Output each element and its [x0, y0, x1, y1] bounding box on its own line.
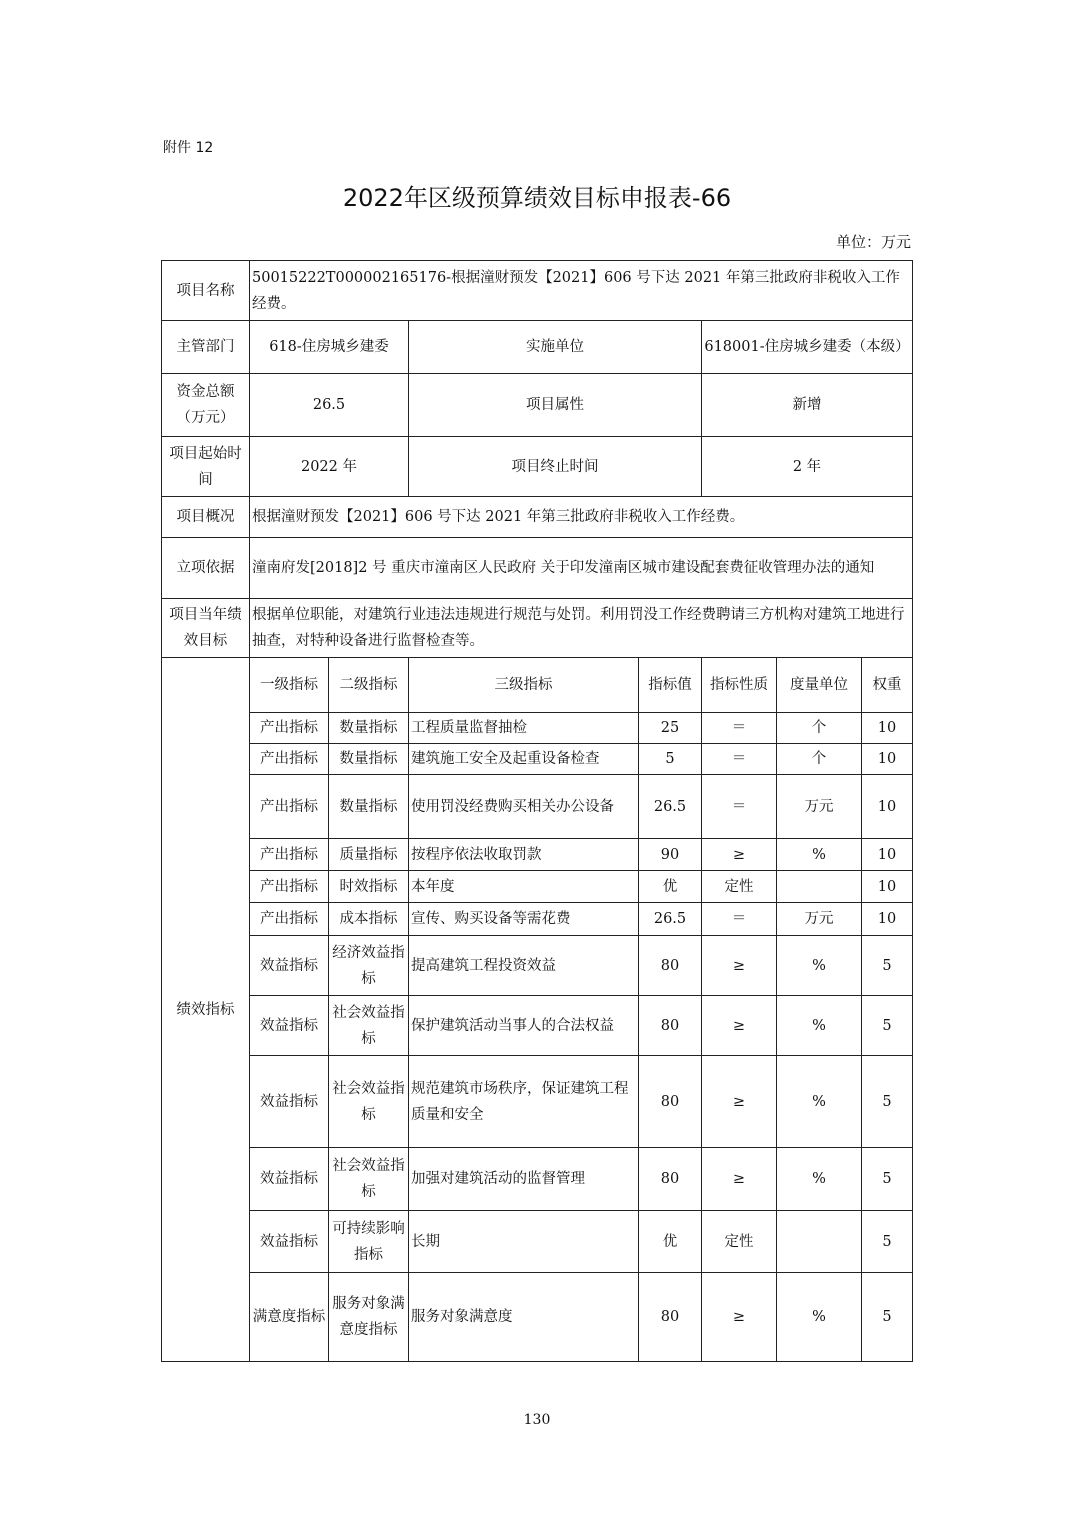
table-cell: ≥ — [702, 1148, 777, 1211]
table-cell: 时效指标 — [329, 871, 409, 903]
table-cell: 90 — [639, 839, 702, 871]
label: 项目概况 — [162, 497, 250, 538]
table-cell: 26.5 — [639, 775, 702, 839]
table-row — [162, 1148, 913, 1211]
table-cell: 10 — [862, 713, 913, 744]
page-number: 130 — [523, 1412, 551, 1428]
table-cell: ≥ — [702, 996, 777, 1056]
label: 实施单位 — [409, 321, 702, 374]
table-cell: 万元 — [777, 903, 862, 936]
table-cell: 按程序依法收取罚款 — [409, 839, 639, 871]
table-row — [162, 261, 913, 321]
end: 2 年 — [702, 437, 913, 497]
project-name: 50015222T000002165176-根据潼财预发【2021】606 号下达 2021 年第三批政府非税收入工作经费。 — [250, 261, 913, 321]
table-row — [162, 538, 913, 599]
table-row — [162, 871, 913, 903]
overview: 根据潼财预发【2021】606 号下达 2021 年第三批政府非税收入工作经费。 — [250, 497, 913, 538]
table-cell — [777, 871, 862, 903]
table-cell: 产出指标 — [250, 871, 329, 903]
table-cell: 80 — [639, 1148, 702, 1211]
table-cell: 社会效益指标 — [329, 996, 409, 1056]
table-cell: 社会效益指标 — [329, 1056, 409, 1148]
unit-label: 单位：万元 — [835, 233, 911, 251]
label: 主管部门 — [162, 321, 250, 374]
table-cell: 成本指标 — [329, 903, 409, 936]
table-row — [162, 321, 913, 374]
label: 项目终止时间 — [409, 437, 702, 497]
table-cell: 效益指标 — [250, 936, 329, 996]
goal: 根据单位职能，对建筑行业违法违规进行规范与处罚。利用罚没工作经费聘请三方机构对建筑工地进行抽查，对特种设备进行监督检查等。 — [250, 599, 913, 658]
table-cell: 5 — [862, 996, 913, 1056]
table-cell: 26.5 — [639, 903, 702, 936]
table-cell: 提高建筑工程投资效益 — [409, 936, 639, 996]
table-cell: 5 — [862, 1148, 913, 1211]
table-row — [162, 1056, 913, 1148]
label: 项目属性 — [409, 374, 702, 437]
attr: 新增 — [702, 374, 913, 437]
table-cell: 工程质量监督抽检 — [409, 713, 639, 744]
table-cell: ＝ — [702, 775, 777, 839]
table-cell: 5 — [862, 1056, 913, 1148]
label: 项目名称 — [162, 261, 250, 321]
table-cell: ≥ — [702, 936, 777, 996]
label: 项目起始时间 — [162, 437, 250, 497]
table-row — [162, 775, 913, 839]
fund: 26.5 — [250, 374, 409, 437]
attachment-label: 附件 12 — [163, 140, 214, 156]
table-cell: 加强对建筑活动的监督管理 — [409, 1148, 639, 1211]
table-cell: 10 — [862, 903, 913, 936]
column-header: 三级指标 — [409, 658, 639, 713]
table-row — [162, 1273, 913, 1362]
impl-unit: 618001-住房城乡建委（本级） — [702, 321, 913, 374]
table-row — [162, 374, 913, 437]
table-cell: 5 — [862, 1273, 913, 1362]
label: 立项依据 — [162, 538, 250, 599]
table-cell: 效益指标 — [250, 1056, 329, 1148]
table-cell: ＝ — [702, 744, 777, 775]
table-cell: 质量指标 — [329, 839, 409, 871]
table-cell: 80 — [639, 1056, 702, 1148]
table-cell: 社会效益指标 — [329, 1148, 409, 1211]
table-cell: ≥ — [702, 1273, 777, 1362]
table-cell: 效益指标 — [250, 1148, 329, 1211]
table-cell: % — [777, 1056, 862, 1148]
table-cell: 定性 — [702, 871, 777, 903]
table-cell: % — [777, 839, 862, 871]
budget-table — [161, 260, 913, 1362]
table-cell: 效益指标 — [250, 1211, 329, 1273]
table-cell: 规范建筑市场秩序，保证建筑工程质量和安全 — [409, 1056, 639, 1148]
table-cell: 服务对象满意度指标 — [329, 1273, 409, 1362]
table-cell: 定性 — [702, 1211, 777, 1273]
table-cell: ≥ — [702, 1056, 777, 1148]
table-cell: 个 — [777, 744, 862, 775]
table-row — [162, 713, 913, 744]
table-cell: 经济效益指标 — [329, 936, 409, 996]
table-cell: 10 — [862, 839, 913, 871]
table-cell: 80 — [639, 996, 702, 1056]
table-row — [162, 744, 913, 775]
table-cell: 使用罚没经费购买相关办公设备 — [409, 775, 639, 839]
table-cell: 万元 — [777, 775, 862, 839]
column-header: 指标性质 — [702, 658, 777, 713]
column-header: 指标值 — [639, 658, 702, 713]
table-cell: ≥ — [702, 839, 777, 871]
table-cell: 效益指标 — [250, 996, 329, 1056]
table-row — [162, 839, 913, 871]
table-cell: 80 — [639, 1273, 702, 1362]
table-row — [162, 903, 913, 936]
table-cell: ＝ — [702, 713, 777, 744]
table-cell — [777, 1211, 862, 1273]
perf-label: 绩效指标 — [162, 658, 250, 1362]
table-row — [162, 1211, 913, 1273]
start: 2022 年 — [250, 437, 409, 497]
table-cell: 长期 — [409, 1211, 639, 1273]
table-row — [162, 996, 913, 1056]
table-row — [162, 936, 913, 996]
table-cell: 10 — [862, 871, 913, 903]
table-cell: 10 — [862, 775, 913, 839]
table-cell: 5 — [862, 1211, 913, 1273]
table-cell: % — [777, 936, 862, 996]
table-cell: 5 — [639, 744, 702, 775]
page-title: 2022年区级预算绩效目标申报表-66 — [342, 184, 732, 212]
table-cell: 数量指标 — [329, 744, 409, 775]
header-row — [162, 658, 913, 713]
table-cell: 数量指标 — [329, 775, 409, 839]
table-cell: 产出指标 — [250, 903, 329, 936]
table-cell: 优 — [639, 871, 702, 903]
label: 资金总额（万元） — [162, 374, 250, 437]
table-cell: 服务对象满意度 — [409, 1273, 639, 1362]
table-cell: 数量指标 — [329, 713, 409, 744]
column-header: 二级指标 — [329, 658, 409, 713]
label: 项目当年绩效目标 — [162, 599, 250, 658]
table-cell: 宣传、购买设备等需花费 — [409, 903, 639, 936]
table-cell: 产出指标 — [250, 775, 329, 839]
table-cell: 5 — [862, 936, 913, 996]
table-cell: 本年度 — [409, 871, 639, 903]
table-row — [162, 599, 913, 658]
table-cell: 保护建筑活动当事人的合法权益 — [409, 996, 639, 1056]
basis: 潼南府发[2018]2 号 重庆市潼南区人民政府 关于印发潼南区城市建设配套费征收管理办法的通知 — [250, 538, 913, 599]
table-cell: 产出指标 — [250, 713, 329, 744]
table-cell: 产出指标 — [250, 744, 329, 775]
column-header: 一级指标 — [250, 658, 329, 713]
table-row — [162, 437, 913, 497]
table-cell: ＝ — [702, 903, 777, 936]
table-cell: 可持续影响指标 — [329, 1211, 409, 1273]
table-cell: % — [777, 1148, 862, 1211]
column-header: 度量单位 — [777, 658, 862, 713]
table-cell: 25 — [639, 713, 702, 744]
table-cell: % — [777, 1273, 862, 1362]
table-cell: 优 — [639, 1211, 702, 1273]
table-cell: 10 — [862, 744, 913, 775]
table-cell: 满意度指标 — [250, 1273, 329, 1362]
dept: 618-住房城乡建委 — [250, 321, 409, 374]
table-cell: 个 — [777, 713, 862, 744]
table-row — [162, 497, 913, 538]
table-cell: 80 — [639, 936, 702, 996]
table-cell: % — [777, 996, 862, 1056]
table-cell: 建筑施工安全及起重设备检查 — [409, 744, 639, 775]
table-cell: 产出指标 — [250, 839, 329, 871]
column-header: 权重 — [862, 658, 913, 713]
